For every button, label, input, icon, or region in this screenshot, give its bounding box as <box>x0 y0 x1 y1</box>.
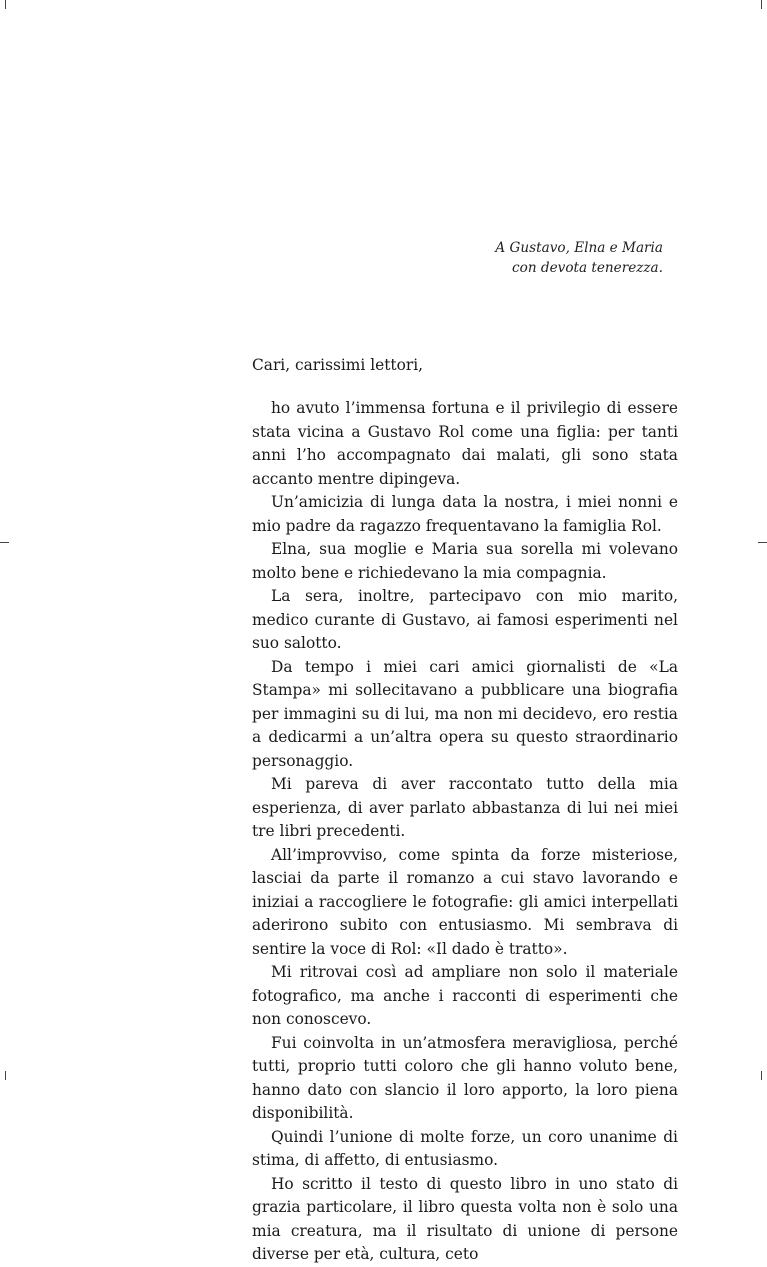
paragraph: ho avuto l’immensa fortuna e il privilegio di essere stata vicina a Gustavo Rol come una figlia: per tanti anni l’ho accompagnato dai malati, gli sono stata accanto mentre dipingeva. <box>252 399 678 488</box>
paragraph: Da tempo i miei cari amici giornalisti de «La Stampa» mi sollecitavano a pubblicare una biografia per immagini su di lui, ma non mi decidevo, ero restia a dedicarmi a un’altra opera su questo straordinario personaggio. <box>252 657 678 770</box>
crop-mark-left-middle <box>0 542 9 543</box>
crop-mark-top-right <box>761 0 762 9</box>
paragraph: All’improvviso, come spinta da forze misteriose, lasciai da parte il romanzo a cui stavo lavorando e iniziai a raccogliere le fotografie: gli amici interpellati aderirono subito con entusiasmo. Mi sembrava di sentire la voce di Rol: «Il dado è tratto». <box>252 845 678 958</box>
dedication <box>495 238 663 278</box>
paragraph: Elna, sua moglie e Maria sua sorella mi volevano molto bene e richiedevano la mia compagnia. <box>252 540 678 582</box>
crop-mark-right-middle <box>758 542 767 543</box>
dedication-line-2: con devota tenerezza. <box>512 260 663 276</box>
paragraph: Fui coinvolta in un’atmosfera meravigliosa, perché tutti, proprio tutti coloro che gli hanno voluto bene, hanno dato con slancio il loro apporto, la loro piena disponibilità. <box>252 1033 678 1122</box>
paragraph: Un’amicizia di lunga data la nostra, i miei nonni e mio padre da ragazzo frequentavano la famiglia Rol. <box>252 493 678 535</box>
paragraph: Mi pareva di aver raccontato tutto della mia esperienza, di aver parlato abbastanza di lui nei miei tre libri precedenti. <box>252 775 678 840</box>
salutation: Cari, carissimi lettori, <box>252 356 424 374</box>
paragraph: La sera, inoltre, partecipavo con mio marito, medico curante di Gustavo, ai famosi esperimenti nel suo salotto. <box>252 587 678 652</box>
paragraph: Mi ritrovai così ad ampliare non solo il materiale fotografico, ma anche i racconti di esperimenti che non conoscevo. <box>252 963 678 1028</box>
dedication-line-1: A Gustavo, Elna e Maria <box>495 240 663 256</box>
crop-mark-bottom-right <box>761 1071 762 1080</box>
body-text <box>252 397 678 1267</box>
paragraph: Ho scritto il testo di questo libro in uno stato di grazia particolare, il libro questa volta non è solo una mia creatura, ma il risultato di unione di persone diverse per età, cultura, ceto <box>252 1174 678 1263</box>
crop-mark-top-left <box>5 0 6 9</box>
crop-mark-bottom-left <box>5 1071 6 1080</box>
paragraph: Quindi l’unione di molte forze, un coro unanime di stima, di affetto, di entusiasmo. <box>252 1127 678 1169</box>
